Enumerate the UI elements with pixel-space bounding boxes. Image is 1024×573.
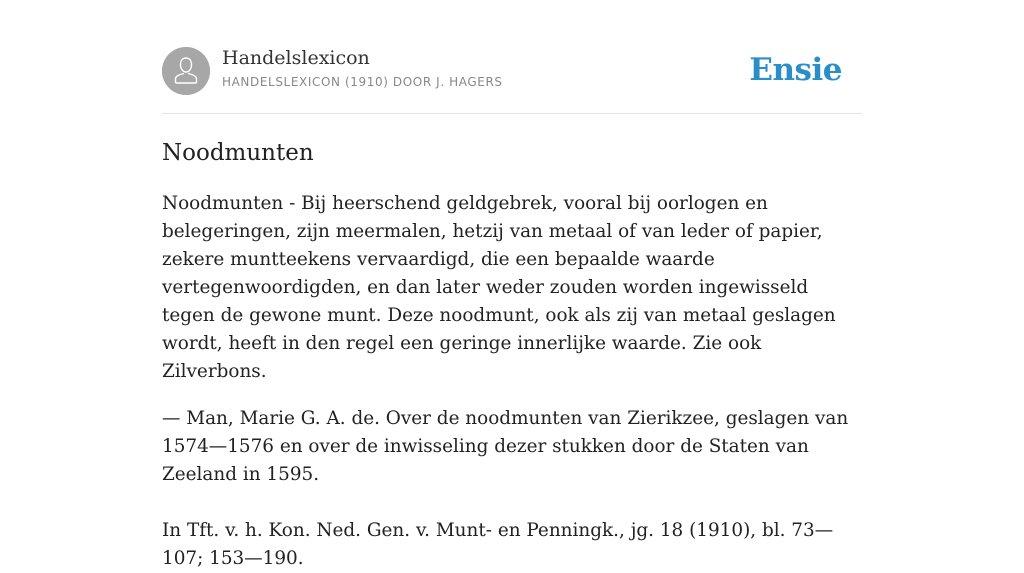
article-paragraph: In Tft. v. h. Kon. Ned. Gen. v. Munt- en Penningk., jg. 18 (1910), bl. 73—107; 153—190. (162, 520, 834, 569)
article-paragraph: — Man, Marie G. A. de. Over de noodmunten van Zierikzee, geslagen van 1574—1576 en over de inwisseling dezer stukken door de Staten van Zeeland in 1595. (162, 408, 849, 485)
article-body (162, 190, 862, 573)
source-name[interactable]: Handelslexicon (222, 47, 370, 69)
header-divider (162, 113, 862, 114)
source-subtitle: HANDELSLEXICON (1910) DOOR J. HAGERS (222, 75, 503, 89)
article-title: Noodmunten (162, 140, 314, 166)
user-avatar-icon[interactable] (162, 47, 210, 95)
source-header (162, 46, 862, 96)
article-paragraph: Noodmunten - Bij heerschend geldgebrek, vooral bij oorlogen en belegeringen, zijn meermalen, hetzij van metaal of van leder of papier, zekere muntteekens vervaardigd, die een bepaalde waarde vertegenwoordigden, en dan later weder zouden worden ingewisseld tegen de gewone munt. Deze noodmunt, ook als zij van metaal geslagen wordt, heeft in den regel een geringe innerlijke waarde. Zie ook Zilverbons. (162, 193, 836, 382)
ensie-logo[interactable]: Ensie (749, 52, 842, 88)
